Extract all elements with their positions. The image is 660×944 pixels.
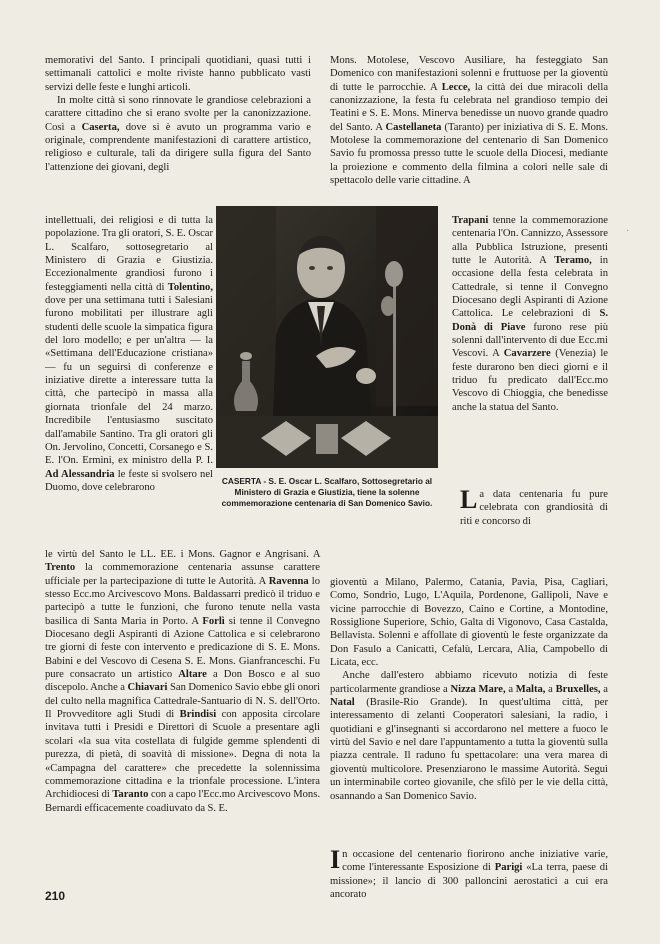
- place-name: Bruxelles,: [555, 683, 601, 695]
- margin-mark: ·: [626, 226, 630, 237]
- place-name: Nizza Mare,: [450, 683, 506, 695]
- right-column-top: Mons. Motolese, Vescovo Ausiliare, ha festeggiato San Domenico con manifestazioni solenni e fruttuose per la gioventù di tutte le parrocchie. A Lecce, la città dei due miracoli della canonizzazione, la festa fu celebrata nel grandioso tempio dei Teatini e S. E. Mons. Minerva benedisse un nuovo grande quadro del Santo. A Castellaneta (Taranto) per iniziativa di S. E. Mons. Motolese la commemorazione del centenario di San Domenico Savio fu promossa presso tutte le scuole della Diocesi, mediante la proiezione e commento della filmina a colori nelle sale di spettacolo delle varie cittadine. A: [330, 55, 609, 187]
- place-name: Taranto: [112, 789, 149, 801]
- place-name: Chiavari: [127, 682, 168, 694]
- place-name: Cavarzere: [503, 348, 551, 360]
- place-name: Brindisi: [179, 709, 217, 721]
- paragraph-cities: In molte città si sono rinnovate le grandiose celebrazioni a carattere cittadino che si erano svolte per la canonizzazione. Così a Caserta, dove si è avuto un programma vario e originale, comprendente manifestazioni di carattere artistico, religioso e culturale, tali da dirigere sulla figura del Santo l'attenzione dei giovani, degli: [45, 95, 311, 173]
- left-column-top: [45, 54, 311, 174]
- place-name: Ad Alessandria: [45, 468, 115, 480]
- place-name: Caserta,: [81, 121, 120, 133]
- place-name: Altare: [178, 669, 207, 681]
- place-name: Teramo,: [554, 255, 592, 267]
- place-name: Trento: [45, 562, 76, 574]
- right-column-mid: La data centenaria fu pure celebrata con grandiosità di riti e concorso di: [460, 485, 608, 527]
- place-name: Castellaneta: [385, 121, 442, 133]
- place-name: Malta,: [515, 683, 546, 695]
- left-column-wrap: intellettuali, dei religiosi e di tutta la popolazione. Tra gli oratori, S. E. Oscar L. Scalfaro, sottosegretario al Ministero di Grazia e Giustizia. Eccezionalmente grandiosi furono i festeggiamenti nella città di Tolentino, dove per una settimana tutti i Salesiani furono mobilitati per illustrare agli studenti delle scuole la simpatica figura del loro modello; e per un'altra — la «Settimana dell'Educazione cristiana» — fu un seguirsi di conferenze e iniziative dirette a interessare tutta la città, che partecipò in massa alla giornata trionfale del 24 marzo. Incredibile l'entusiasmo suscitato dall'amabile Santino. Tra gli oratori gli On. Jervolino, Concetti, Corsanego e S. E. l'On. Ermini, ex ministro della P. I. Ad Alessandria le feste si svolsero nel Duomo, dove celebrarono: [45, 215, 213, 493]
- place-name: Parigi: [494, 862, 523, 874]
- place-name: S. Donà di Piave: [452, 308, 608, 333]
- left-column-bottom: le virtù del Santo le LL. EE. i Mons. Gagnor e Angrisani. A Trento la commemorazione centenaria assunse carattere ufficiale per la partecipazione di tutte le Autorità. A Ravenna lo stesso Ecc.mo Arcivescovo Mons. Baldassarri predicò il triduo e partecipò a tutte le funzioni, che furono tenute nella vasta basilica di Santa Maria in Porto. A Forlì si tenne il Convegno Diocesano degli Aspiranti di Azione Cattolica e si celebrarono tre giorni di feste con intervento e predicazione di S. E. Mons. Babini e del Vescovo di Cesena S. E. Mons. Gianfranceschi. Fu pure consacrato un artistico Altare a Don Bosco e al suo discepolo. Anche a Chiavari San Domenico Savio ebbe gli onori del culto nella magnifica Cattedrale-Santuario di N. S. dell'Orto. Il Provveditore agli Studi di Brindisi con apposita circolare invitava tutti i Presidi e Direttori di Scuole a presentare agli scolari «la sua vita costellata di fulgide gemme splendenti di purezza, di pietà, di soavità di missione». Degna di nota la «Campagna del carattere» che precedette la solennissima commemorazione cittadina e la trionfale processione. L'intera Archidiocesi di Taranto con a capo l'Ecc.mo Arcivescovo Mons. Bernardi efficacemente coadiuvato da S. E.: [45, 549, 321, 814]
- place-name: Trapani: [452, 215, 489, 226]
- drop-cap: I: [330, 845, 341, 874]
- right-column-wrap: Trapani tenne la commemorazione centenaria l'On. Cannizzo, Assessore alla Pubblica Istruzione, presenti tutte le Autorità. A Teramo, in occasione della festa celebrata in Cattedrale, si tenne il Convegno Diocesano degli Aspiranti di Azione Cattolica. Le celebrazioni di S. Donà di Piave furono rese più solenni dall'intervento di due Ecc.mi Vescovi. A Cavarzere (Venezia) le feste durarono ben dieci giorni e il triduo fu predicato dall'Ecc.mo Vescovo di Chioggia, che benedisse anche la statua del Santo.: [452, 215, 609, 413]
- place-name: Ravenna: [268, 575, 309, 587]
- place-name: Lecce,: [441, 81, 471, 93]
- right-column-bottom: gioventù a Milano, Palermo, Catania, Pavia, Pisa, Cagliari, Como, Sondrio, Lugo, L'Aquila, Pordenone, Gallipoli, Nave e vicine parrocchie di Bovezzo, Caino e Cortine, a Montodine, Rossiglione Superiore, Schio, Galta di Vigonovo, Casa Castalda, Bellavista. Solenni e affollate di gioventù le feste organizzate da Don Fasulo a Canicattì, Cefalù, Lercara, Alia, Campobello di Licata, ecc. Anche dall'estero abbiamo ricevuto notizia di feste particolarmente grandiose a Nizza Mare, a Malta, a Bruxelles, a Natal (Brasile-Rio Grande). In quest'ultima città, per interessamento di zelanti Cooperatori salesiani, la radio, i quotidiani e gl'insegnanti si accordarono nel mettere a fuoco le virtù del Savio e nel dare l'appuntamento a tutta la gioventù sulla piazza centrale. Il raduno fu spettacolare: una vera marea di gioventù multicolore. Presenziarono le massime Autorità. Seguì un interminabile corteo giovanile, che sfilò per le vie della città, osannando a San Domenico Savio.: [330, 577, 608, 802]
- right-column-final: In occasione del centenario fiorirono anche iniziative varie, come l'interessante Esposizione di Parigi «La terra, paese di missione»; il lancio di 300 palloncini aerostatici a cui era ancorato: [330, 845, 609, 901]
- paragraph-intro: memorativi del Santo. I principali quotidiani, quasi tutti i settimanali cattolici e molte riviste hanno pubblicato vasti servizi delle feste e lunghi articoli.: [45, 55, 311, 93]
- place-name: Tolentino,: [167, 281, 213, 293]
- place-name: Natal: [330, 697, 355, 709]
- drop-cap: L: [460, 485, 478, 514]
- place-name: Forlì: [202, 615, 225, 627]
- speaker-photo: [216, 206, 438, 468]
- photo-caption: CASERTA - S. E. Oscar L. Scalfaro, Sottosegretario al Ministero di Grazia e Giustizia, tiene la solenne commemorazione centenaria di San Domenico Savio.: [221, 476, 433, 508]
- page-number: 210: [45, 889, 66, 903]
